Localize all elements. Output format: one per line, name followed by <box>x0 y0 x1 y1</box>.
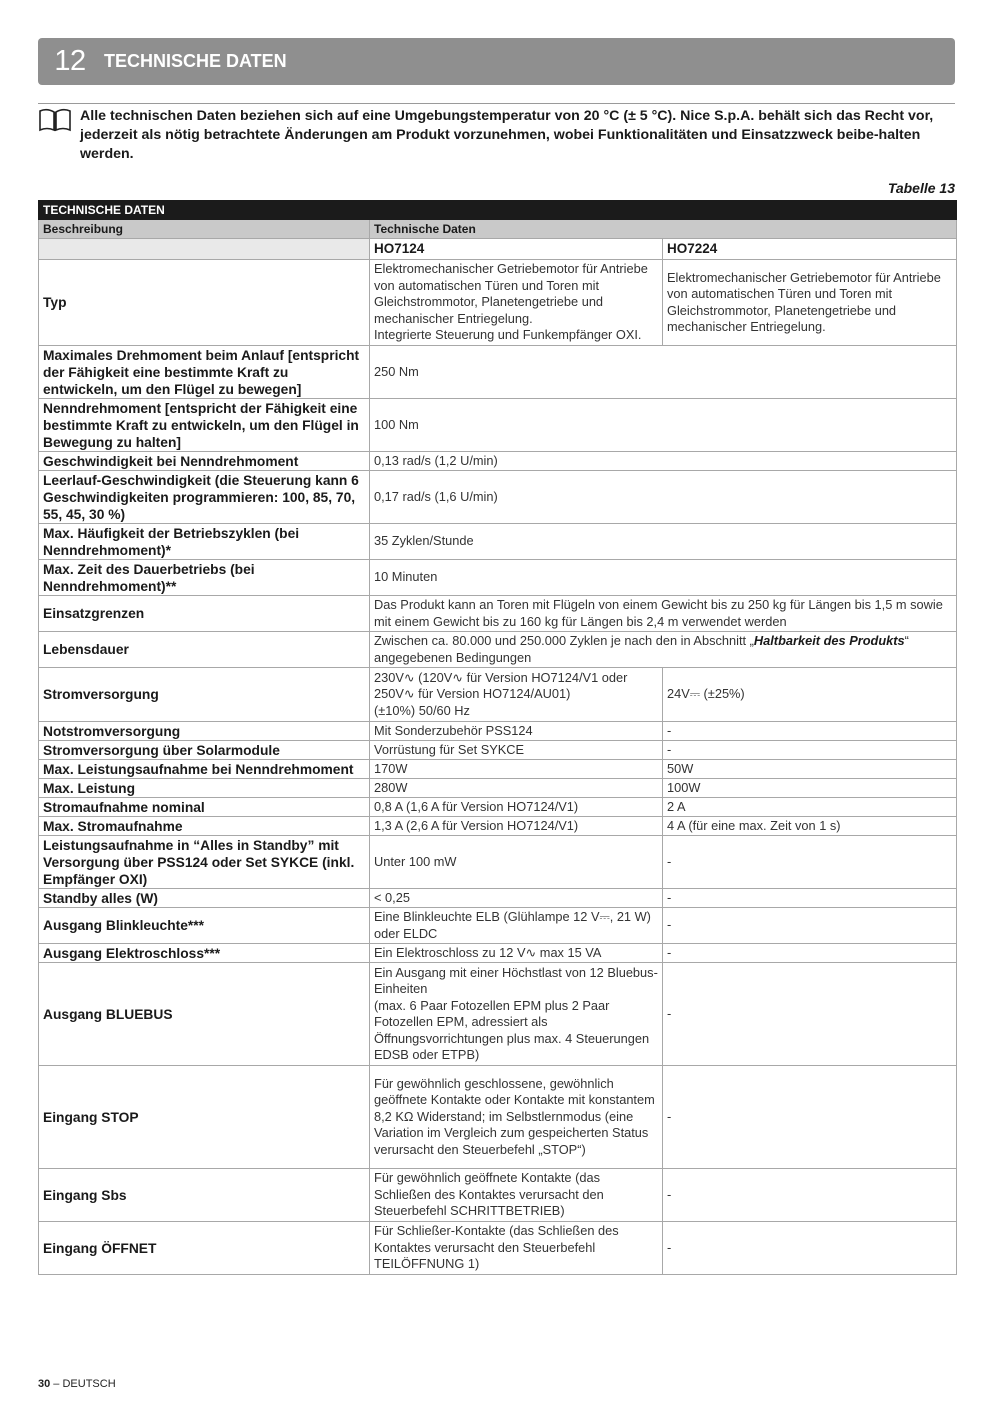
row-value-emphasis: Haltbarkeit des Produkts <box>753 633 905 648</box>
row-value: 10 Minuten <box>370 560 957 596</box>
row-description: Max. Stromaufnahme <box>39 817 370 836</box>
row-value-ho7124: Elektromechanischer Getriebemotor für Antriebe von automatischen Türen und Toren mit Gleichstrommotor, Planetengetriebe und mechanischer Entriegelung. Integrierte Steuerung und Funkempfänger OXI. <box>370 260 663 346</box>
row-description: Maximales Drehmoment beim Anlauf [entspricht der Fähigkeit eine bestimmte Kraft zu entwickeln, um den Flügel zu bewegen] <box>39 346 370 399</box>
row-value-ho7224: Elektromechanischer Getriebemotor für Antriebe von automatischen Türen und Toren mit Gleichstrommotor, Planetengetriebe und mechanischer Entriegelung. <box>663 260 957 346</box>
manual-book-icon <box>38 107 72 133</box>
table-row <box>39 963 957 1066</box>
model-header-row <box>39 239 957 260</box>
row-value-ho7224: 100W <box>663 779 957 798</box>
row-value-ho7224: 4 A (für eine max. Zeit von 1 s) <box>663 817 957 836</box>
row-value-ho7124: Eine Blinkleuchte ELB (Glühlampe 12 V⎓, 21 W) oder ELDC <box>370 908 663 944</box>
table-row <box>39 741 957 760</box>
table-row <box>39 452 957 471</box>
row-value: Das Produkt kann an Toren mit Flügeln von einem Gewicht bis zu 250 kg für Längen bis 1,5 m sowie mit einem Gewicht bis zu 160 kg für Längen bis 2,4 m verwendet werden <box>370 596 957 632</box>
table-title: TECHNISCHE DATEN <box>39 201 957 220</box>
row-value-ho7124: < 0,25 <box>370 889 663 908</box>
row-description: Leistungsaufnahme in “Alles in Standby” mit Versorgung über PSS124 oder Set SYKCE (inkl. Empfänger OXI) <box>39 836 370 889</box>
row-value-ho7124: 0,8 A (1,6 A für Version HO7124/V1) <box>370 798 663 817</box>
column-header-description: Beschreibung <box>39 220 370 239</box>
row-value: 0,17 rad/s (1,6 U/min) <box>370 471 957 524</box>
row-value-ho7224: - <box>663 963 957 1066</box>
row-description: Stromversorgung über Solarmodule <box>39 741 370 760</box>
row-description: Einsatzgrenzen <box>39 596 370 632</box>
row-description: Geschwindigkeit bei Nenndrehmoment <box>39 452 370 471</box>
row-value-prefix: Zwischen ca. 80.000 und 250.000 Zyklen je nach den in Abschnitt „ <box>374 633 754 648</box>
page-footer <box>38 1378 116 1390</box>
row-value-ho7224: - <box>663 836 957 889</box>
footer-language: – DEUTSCH <box>50 1378 116 1390</box>
row-description: Max. Leistung <box>39 779 370 798</box>
row-description: Eingang Sbs <box>39 1169 370 1222</box>
row-description: Stromaufnahme nominal <box>39 798 370 817</box>
row-value-ho7124: Unter 100 mW <box>370 836 663 889</box>
row-value-ho7124: 230V∿ (120V∿ für Version HO7124/V1 oder 250V∿ für Version HO7124/AU01) (±10%) 50/60 Hz <box>370 668 663 722</box>
row-description: Stromversorgung <box>39 668 370 722</box>
row-description: Ausgang BLUEBUS <box>39 963 370 1066</box>
table-row <box>39 722 957 741</box>
row-value: 250 Nm <box>370 346 957 399</box>
row-description: Leerlauf-Geschwindigkeit (die Steuerung kann 6 Geschwindigkeiten programmieren: 100, 85, 70, 55, 45, 30 %) <box>39 471 370 524</box>
model-header-blank <box>39 239 370 260</box>
row-value-ho7124: Für gewöhnlich geöffnete Kontakte (das Schließen des Kontaktes verursacht den Steuerbefehl SCHRITTBETRIEB) <box>370 1169 663 1222</box>
table-row <box>39 668 957 722</box>
row-value-ho7124: Vorrüstung für Set SYKCE <box>370 741 663 760</box>
row-description: Eingang STOP <box>39 1066 370 1169</box>
model-header-2: HO7224 <box>663 239 957 260</box>
row-value-ho7224: - <box>663 908 957 944</box>
chapter-header <box>38 38 955 85</box>
row-value-ho7224: - <box>663 1066 957 1169</box>
row-value-ho7124: 280W <box>370 779 663 798</box>
technical-data-table <box>38 200 957 1275</box>
row-value: 100 Nm <box>370 399 957 452</box>
row-value-ho7124: 1,3 A (2,6 A für Version HO7124/V1) <box>370 817 663 836</box>
table-row <box>39 760 957 779</box>
table-caption: Tabelle 13 <box>887 180 955 196</box>
row-description: Standby alles (W) <box>39 889 370 908</box>
table-row <box>39 524 957 560</box>
row-description: Ausgang Blinkleuchte*** <box>39 908 370 944</box>
note-text: Alle technischen Daten beziehen sich auf eine Umgebungstemperatur von 20 °C (± 5 °C). Nice S.p.A. behält sich das Recht vor, jederzeit als nötig betrachtete Änderungen am Produkt vorzunehmen, wobei Funktionalitäten und Einsatzzweck beibe-halten werden. <box>80 108 934 162</box>
row-value-ho7124: Mit Sonderzubehör PSS124 <box>370 722 663 741</box>
table-row <box>39 1222 957 1275</box>
table-row <box>39 471 957 524</box>
row-value-ho7224: - <box>663 741 957 760</box>
row-value-ho7224: 2 A <box>663 798 957 817</box>
row-value-ho7224: - <box>663 889 957 908</box>
row-description: Eingang ÖFFNET <box>39 1222 370 1275</box>
row-value: 35 Zyklen/Stunde <box>370 524 957 560</box>
row-value-ho7224: - <box>663 944 957 963</box>
table-row <box>39 260 957 346</box>
row-value-ho7124: 170W <box>370 760 663 779</box>
table-header-row <box>39 220 957 239</box>
row-description: Notstromversorgung <box>39 722 370 741</box>
table-row <box>39 889 957 908</box>
row-description: Max. Zeit des Dauerbetriebs (bei Nenndrehmoment)** <box>39 560 370 596</box>
row-value-ho7124: Für gewöhnlich geschlossene, gewöhnlich geöffnete Kontakte oder Kontakte mit konstantem 8,2 KΩ Widerstand; im Selbstlernmodus (eine Variation im Vergleich zum gespeicherten Status verursacht den Steuerbefehl „STOP“) <box>370 1066 663 1169</box>
row-value: 0,13 rad/s (1,2 U/min) <box>370 452 957 471</box>
row-description: Max. Häufigkeit der Betriebszyklen (bei Nenndrehmoment)* <box>39 524 370 560</box>
table-row <box>39 346 957 399</box>
table-row <box>39 632 957 668</box>
chapter-number: 12 <box>54 45 86 77</box>
row-description: Lebensdauer <box>39 632 370 668</box>
page-number: 30 <box>38 1378 51 1390</box>
table-row <box>39 798 957 817</box>
table-row <box>39 908 957 944</box>
row-description: Ausgang Elektroschloss*** <box>39 944 370 963</box>
row-value-ho7224: - <box>663 1222 957 1275</box>
row-value-ho7124: Für Schließer-Kontakte (das Schließen des Kontaktes verursacht den Steuerbefehl TEILÖFFNUNG 1) <box>370 1222 663 1275</box>
table-row <box>39 1066 957 1169</box>
row-value <box>370 632 957 668</box>
row-value-ho7224: 24V⎓ (±25%) <box>663 668 957 722</box>
table-row <box>39 1169 957 1222</box>
model-header-1: HO7124 <box>370 239 663 260</box>
row-value-ho7124: Ein Elektroschloss zu 12 V∿ max 15 VA <box>370 944 663 963</box>
table-title-row <box>39 201 957 220</box>
table-row <box>39 817 957 836</box>
table-row <box>39 399 957 452</box>
row-description: Nenndrehmoment [entspricht der Fähigkeit eine bestimmte Kraft zu entwickeln, um den Flügel in Bewegung zu halten] <box>39 399 370 452</box>
table-row <box>39 836 957 889</box>
row-value-ho7224: 50W <box>663 760 957 779</box>
chapter-title: TECHNISCHE DATEN <box>104 51 287 71</box>
table-row <box>39 560 957 596</box>
row-description: Max. Leistungsaufnahme bei Nenndrehmoment <box>39 760 370 779</box>
row-value-ho7124: Ein Ausgang mit einer Höchstlast von 12 Bluebus-Einheiten (max. 6 Paar Fotozellen EPM plus 2 Paar Fotozellen EPM, adressiert als Öffnungsvorrichtungen plus max. 4 Steuerungen EDSB oder ETPB) <box>370 963 663 1066</box>
column-header-data: Technische Daten <box>370 220 957 239</box>
row-value-suffix: “ angegebenen Bedingungen <box>374 633 909 665</box>
row-value-ho7224: - <box>663 1169 957 1222</box>
row-description: Typ <box>39 260 370 346</box>
note-divider <box>38 103 955 104</box>
table-row <box>39 779 957 798</box>
row-value-ho7224: - <box>663 722 957 741</box>
table-row <box>39 944 957 963</box>
table-row <box>39 596 957 632</box>
